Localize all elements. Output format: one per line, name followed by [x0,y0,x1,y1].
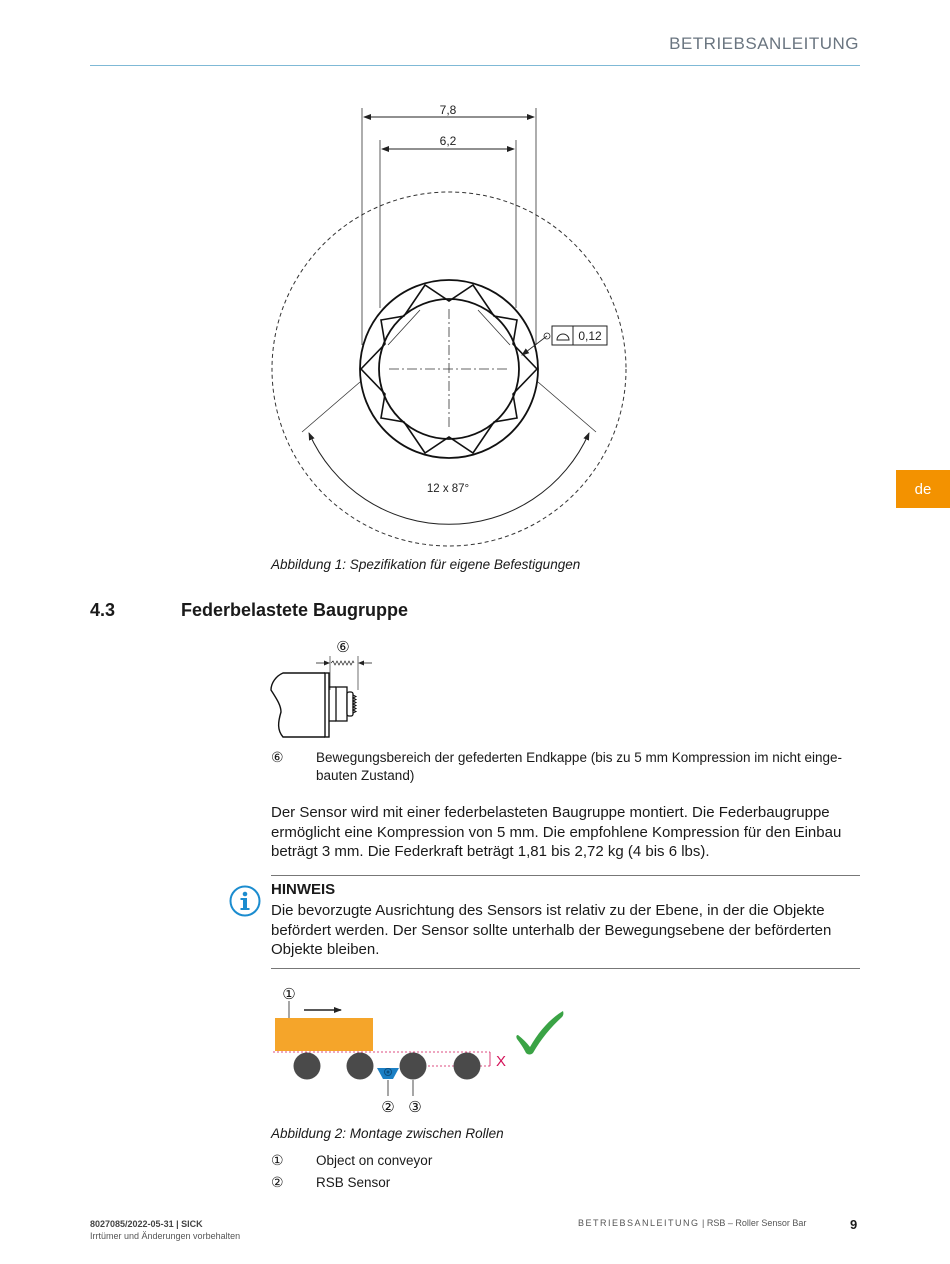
notice-top-rule [271,875,860,876]
figure-1-caption: Abbildung 1: Spezifikation für eigene Befestigungen [271,557,581,572]
footer-left [90,1218,240,1242]
info-icon [228,884,262,918]
notice-bottom-rule [271,968,860,969]
angle-arc [309,433,589,524]
legend-2-num-1: ① [271,1152,284,1168]
spring-legend-text: Bewegungsbereich der gefederten Endkappe (bis zu 5 mm Kompression im nicht einge-bauten Zustand) [316,750,843,783]
header-title: BETRIEBSANLEITUNG [669,34,859,53]
header-rule [90,65,860,66]
legend-2-num-2: ② [271,1174,284,1190]
angle-label: 12 x 87° [426,483,470,495]
conveyor-object [275,1018,373,1051]
section-number: 4.3 [90,600,116,620]
roller-4 [454,1053,481,1080]
page-number: 9 [850,1217,858,1232]
callout-1: ① [282,985,296,1003]
body-paragraph: Der Sensor wird mit einer federbelasteten Baugruppe montiert. Die Federbaugruppe ermöglicht eine Kompression von 5 mm. Die empfohlene Kompression für den Einbau beträgt 3 mm. Die Federkraft beträgt 1,81 bis 2,72 kg (4 bis 6 lbs). [271,804,842,860]
spring-callout: ⑥ [336,638,350,656]
footer-product: | RSB – Roller Sensor Bar [699,1218,807,1228]
notice-title: HINWEIS [271,881,336,898]
section-title: Federbelastete Baugruppe [181,600,409,620]
callout-3: ③ [408,1098,422,1116]
tolerance-value: 0,12 [578,329,602,343]
legend-2-text-1: Object on conveyor [316,1153,433,1168]
roller-mounting-drawing [265,980,575,1120]
fastening-spec-drawing [260,95,640,555]
notice-text: Die bevorzugte Ausrichtung des Sensors ist relativ zu der Ebene, in der die Objekte befördert werden. Der Sensor sollte unterhalb der Bewegungsebene der beförderten Objekte bleiben. [271,902,832,958]
footer-center [578,1218,806,1228]
roller-3 [400,1053,427,1080]
dim-label-inner: 6,2 [439,134,457,148]
footer-doc-id: 8027085/2022-05-31 | SICK [90,1219,203,1229]
figure-2-caption: Abbildung 2: Montage zwischen Rollen [271,1126,504,1141]
spring-assembly-drawing [265,633,375,745]
language-tab[interactable]: de [896,470,950,508]
legend-2-text-2: RSB Sensor [316,1175,391,1190]
dim-label-outer: 7,8 [439,103,457,117]
roller-1 [294,1053,321,1080]
roller-2 [347,1053,374,1080]
spring-legend-num: ⑥ [271,749,284,765]
footer-manual-type: BETRIEBSANLEITUNG [578,1218,700,1228]
checkmark-icon [516,1011,563,1055]
footer-disclaimer: Irrtümer und Änderungen vorbehalten [90,1231,241,1241]
callout-2: ② [381,1098,395,1116]
x-label: X [496,1053,507,1070]
